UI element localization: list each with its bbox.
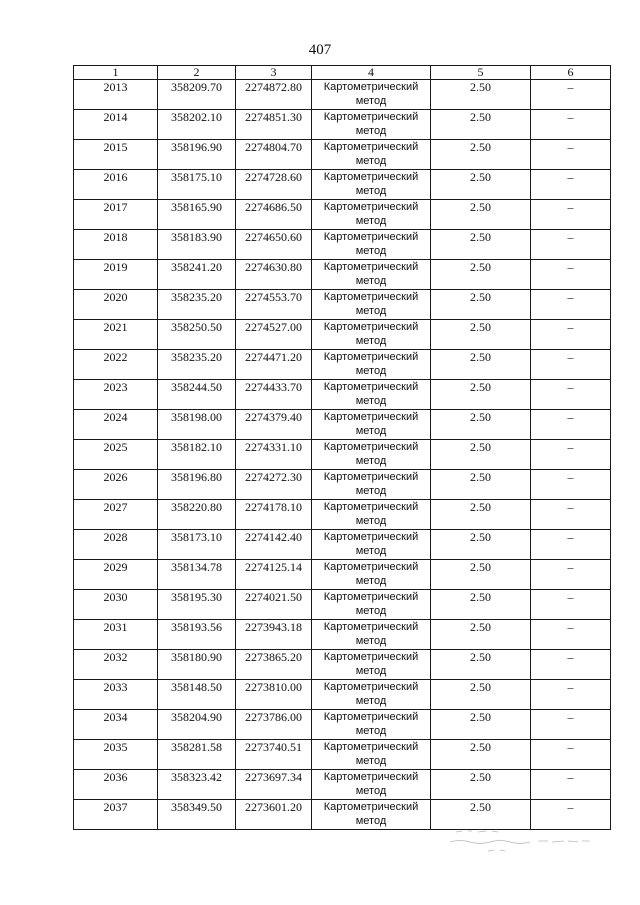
method-line-1: Картометрический: [323, 561, 419, 573]
method-cell: [312, 680, 431, 710]
point-number: 2016: [74, 170, 158, 200]
coordinate-y: 2274851.30: [236, 110, 312, 140]
note-dash: –: [531, 650, 611, 680]
point-number: 2030: [74, 590, 158, 620]
method-cell: [312, 470, 431, 500]
coordinate-x: 358220.80: [158, 500, 236, 530]
coordinate-x: 358349.50: [158, 800, 236, 830]
accuracy-value: 2.50: [431, 170, 531, 200]
coordinate-y: 2274553.70: [236, 290, 312, 320]
table-row: [74, 800, 611, 830]
coordinate-y: 2274331.10: [236, 440, 312, 470]
accuracy-value: 2.50: [431, 380, 531, 410]
accuracy-value: 2.50: [431, 470, 531, 500]
table-header: [74, 66, 611, 80]
table-row: [74, 530, 611, 560]
point-number: 2022: [74, 350, 158, 380]
coordinate-x: 358134.78: [158, 560, 236, 590]
method-cell: [312, 500, 431, 530]
note-dash: –: [531, 290, 611, 320]
point-number: 2023: [74, 380, 158, 410]
note-dash: –: [531, 320, 611, 350]
point-number: 2026: [74, 470, 158, 500]
note-dash: –: [531, 230, 611, 260]
table-row: [74, 200, 611, 230]
note-dash: –: [531, 470, 611, 500]
table-row: [74, 500, 611, 530]
note-dash: –: [531, 680, 611, 710]
accuracy-value: 2.50: [431, 530, 531, 560]
accuracy-value: 2.50: [431, 410, 531, 440]
coordinate-y: 2273740.51: [236, 740, 312, 770]
coordinate-y: 2273697.34: [236, 770, 312, 800]
method-line-1: Картометрический: [323, 471, 419, 483]
method-line-1: Картометрический: [323, 501, 419, 513]
coordinate-x: 358209.70: [158, 80, 236, 110]
accuracy-value: 2.50: [431, 710, 531, 740]
method-cell: [312, 320, 431, 350]
method-line-2: метод: [355, 95, 387, 107]
method-cell: [312, 170, 431, 200]
coordinate-y: 2273810.00: [236, 680, 312, 710]
method-line-2: метод: [355, 725, 387, 737]
faint-stamp-marks: [448, 826, 598, 856]
coordinate-y: 2274630.80: [236, 260, 312, 290]
method-cell: [312, 110, 431, 140]
method-line-2: метод: [355, 335, 387, 347]
method-line-1: Картометрический: [323, 411, 419, 423]
method-line-1: Картометрический: [323, 321, 419, 333]
method-line-1: Картометрический: [323, 651, 419, 663]
table-row: [74, 170, 611, 200]
method-line-2: метод: [355, 635, 387, 647]
header-col-4: 4: [312, 66, 431, 80]
method-cell: [312, 80, 431, 110]
note-dash: –: [531, 170, 611, 200]
method-line-2: метод: [355, 275, 387, 287]
coordinate-y: 2274125.14: [236, 560, 312, 590]
note-dash: –: [531, 440, 611, 470]
coordinate-y: 2274379.40: [236, 410, 312, 440]
point-number: 2025: [74, 440, 158, 470]
coordinate-x: 358182.10: [158, 440, 236, 470]
table-row: [74, 320, 611, 350]
note-dash: –: [531, 800, 611, 830]
note-dash: –: [531, 110, 611, 140]
method-line-2: метод: [355, 485, 387, 497]
point-number: 2031: [74, 620, 158, 650]
point-number: 2033: [74, 680, 158, 710]
method-cell: [312, 530, 431, 560]
header-row: [74, 66, 611, 80]
method-cell: [312, 560, 431, 590]
point-number: 2020: [74, 290, 158, 320]
method-cell: [312, 710, 431, 740]
coordinate-y: 2273786.00: [236, 710, 312, 740]
table-row: [74, 140, 611, 170]
method-line-1: Картометрический: [323, 591, 419, 603]
table-row: [74, 410, 611, 440]
coordinate-y: 2274471.20: [236, 350, 312, 380]
coordinate-x: 358235.20: [158, 350, 236, 380]
method-line-2: метод: [355, 245, 387, 257]
coordinate-x: 358244.50: [158, 380, 236, 410]
point-number: 2019: [74, 260, 158, 290]
coordinate-x: 358250.50: [158, 320, 236, 350]
point-number: 2018: [74, 230, 158, 260]
note-dash: –: [531, 530, 611, 560]
table-row: [74, 710, 611, 740]
method-line-1: Картометрический: [323, 681, 419, 693]
coordinate-y: 2274804.70: [236, 140, 312, 170]
note-dash: –: [531, 80, 611, 110]
table-row: [74, 620, 611, 650]
coordinate-y: 2274650.60: [236, 230, 312, 260]
accuracy-value: 2.50: [431, 770, 531, 800]
point-number: 2036: [74, 770, 158, 800]
method-line-2: метод: [355, 545, 387, 557]
table-row: [74, 740, 611, 770]
point-number: 2024: [74, 410, 158, 440]
note-dash: –: [531, 740, 611, 770]
coordinate-y: 2274728.60: [236, 170, 312, 200]
accuracy-value: 2.50: [431, 80, 531, 110]
method-cell: [312, 290, 431, 320]
method-line-1: Картометрический: [323, 231, 419, 243]
accuracy-value: 2.50: [431, 800, 531, 830]
method-cell: [312, 410, 431, 440]
method-line-2: метод: [355, 575, 387, 587]
method-cell: [312, 770, 431, 800]
table-row: [74, 290, 611, 320]
method-cell: [312, 140, 431, 170]
coordinate-x: 358175.10: [158, 170, 236, 200]
coordinate-x: 358204.90: [158, 710, 236, 740]
coordinate-x: 358148.50: [158, 680, 236, 710]
point-number: 2014: [74, 110, 158, 140]
accuracy-value: 2.50: [431, 620, 531, 650]
point-number: 2021: [74, 320, 158, 350]
accuracy-value: 2.50: [431, 320, 531, 350]
method-line-1: Картометрический: [323, 711, 419, 723]
method-cell: [312, 230, 431, 260]
header-col-2: 2: [158, 66, 236, 80]
method-line-2: метод: [355, 215, 387, 227]
table-row: [74, 380, 611, 410]
method-line-1: Картометрический: [323, 801, 419, 813]
note-dash: –: [531, 500, 611, 530]
coordinate-x: 358180.90: [158, 650, 236, 680]
table-row: [74, 680, 611, 710]
table-row: [74, 560, 611, 590]
method-line-1: Картометрический: [323, 261, 419, 273]
accuracy-value: 2.50: [431, 740, 531, 770]
coordinate-x: 358193.56: [158, 620, 236, 650]
method-cell: [312, 380, 431, 410]
coordinate-y: 2274021.50: [236, 590, 312, 620]
method-line-2: метод: [355, 695, 387, 707]
method-line-1: Картометрический: [323, 531, 419, 543]
method-line-2: метод: [355, 425, 387, 437]
header-col-6: 6: [531, 66, 611, 80]
method-line-2: метод: [355, 605, 387, 617]
note-dash: –: [531, 560, 611, 590]
method-cell: [312, 350, 431, 380]
method-cell: [312, 200, 431, 230]
point-number: 2013: [74, 80, 158, 110]
coordinate-x: 358196.80: [158, 470, 236, 500]
point-number: 2028: [74, 530, 158, 560]
coordinate-x: 358195.30: [158, 590, 236, 620]
coordinates-table: [73, 65, 611, 830]
coordinate-y: 2274178.10: [236, 500, 312, 530]
method-line-2: метод: [355, 365, 387, 377]
coordinate-x: 358196.90: [158, 140, 236, 170]
method-line-1: Картометрический: [323, 141, 419, 153]
method-line-1: Картометрический: [323, 291, 419, 303]
table-body: [74, 80, 611, 830]
accuracy-value: 2.50: [431, 200, 531, 230]
page-number: 407: [308, 42, 332, 58]
accuracy-value: 2.50: [431, 650, 531, 680]
table-row: [74, 350, 611, 380]
note-dash: –: [531, 590, 611, 620]
accuracy-value: 2.50: [431, 230, 531, 260]
method-line-2: метод: [355, 125, 387, 137]
method-line-1: Картометрический: [323, 381, 419, 393]
method-line-1: Картометрический: [323, 741, 419, 753]
coordinate-x: 358235.20: [158, 290, 236, 320]
accuracy-value: 2.50: [431, 350, 531, 380]
header-col-3: 3: [236, 66, 312, 80]
method-line-2: метод: [355, 665, 387, 677]
accuracy-value: 2.50: [431, 560, 531, 590]
point-number: 2035: [74, 740, 158, 770]
point-number: 2029: [74, 560, 158, 590]
method-cell: [312, 650, 431, 680]
table-row: [74, 80, 611, 110]
note-dash: –: [531, 380, 611, 410]
method-line-1: Картометрический: [323, 441, 419, 453]
coordinate-y: 2274686.50: [236, 200, 312, 230]
method-line-2: метод: [355, 305, 387, 317]
note-dash: –: [531, 410, 611, 440]
table-row: [74, 770, 611, 800]
header-col-1: 1: [74, 66, 158, 80]
note-dash: –: [531, 770, 611, 800]
coordinate-y: 2274433.70: [236, 380, 312, 410]
coordinate-y: 2273601.20: [236, 800, 312, 830]
table-row: [74, 230, 611, 260]
accuracy-value: 2.50: [431, 590, 531, 620]
coordinate-y: 2273943.18: [236, 620, 312, 650]
method-cell: [312, 590, 431, 620]
method-line-2: метод: [355, 785, 387, 797]
coordinate-x: 358165.90: [158, 200, 236, 230]
point-number: 2034: [74, 710, 158, 740]
table-row: [74, 470, 611, 500]
point-number: 2037: [74, 800, 158, 830]
method-line-1: Картометрический: [323, 171, 419, 183]
point-number: 2015: [74, 140, 158, 170]
method-line-1: Картометрический: [323, 111, 419, 123]
method-line-1: Картометрический: [323, 621, 419, 633]
coordinate-x: 358198.00: [158, 410, 236, 440]
method-line-1: Картометрический: [323, 771, 419, 783]
coordinate-x: 358281.58: [158, 740, 236, 770]
coordinate-y: 2274527.00: [236, 320, 312, 350]
method-line-1: Картометрический: [323, 351, 419, 363]
accuracy-value: 2.50: [431, 500, 531, 530]
point-number: 2032: [74, 650, 158, 680]
note-dash: –: [531, 620, 611, 650]
coordinate-y: 2274872.80: [236, 80, 312, 110]
table-row: [74, 440, 611, 470]
note-dash: –: [531, 140, 611, 170]
note-dash: –: [531, 200, 611, 230]
table-row: [74, 110, 611, 140]
point-number: 2017: [74, 200, 158, 230]
coordinate-x: 358202.10: [158, 110, 236, 140]
accuracy-value: 2.50: [431, 290, 531, 320]
method-line-2: метод: [355, 515, 387, 527]
coordinate-x: 358241.20: [158, 260, 236, 290]
method-line-2: метод: [355, 155, 387, 167]
note-dash: –: [531, 260, 611, 290]
method-line-1: Картометрический: [323, 201, 419, 213]
coordinate-x: 358323.42: [158, 770, 236, 800]
accuracy-value: 2.50: [431, 440, 531, 470]
method-cell: [312, 260, 431, 290]
note-dash: –: [531, 350, 611, 380]
table-row: [74, 650, 611, 680]
method-line-2: метод: [355, 755, 387, 767]
method-cell: [312, 440, 431, 470]
method-line-1: Картометрический: [323, 81, 419, 93]
method-line-2: метод: [355, 395, 387, 407]
method-line-2: метод: [355, 815, 387, 827]
table-row: [74, 590, 611, 620]
accuracy-value: 2.50: [431, 260, 531, 290]
accuracy-value: 2.50: [431, 680, 531, 710]
coordinate-x: 358173.10: [158, 530, 236, 560]
header-col-5: 5: [431, 66, 531, 80]
table-row: [74, 260, 611, 290]
method-cell: [312, 800, 431, 830]
method-cell: [312, 740, 431, 770]
coordinate-y: 2274272.30: [236, 470, 312, 500]
coordinate-x: 358183.90: [158, 230, 236, 260]
coordinate-y: 2274142.40: [236, 530, 312, 560]
method-line-2: метод: [355, 185, 387, 197]
accuracy-value: 2.50: [431, 110, 531, 140]
point-number: 2027: [74, 500, 158, 530]
coordinate-y: 2273865.20: [236, 650, 312, 680]
method-cell: [312, 620, 431, 650]
accuracy-value: 2.50: [431, 140, 531, 170]
note-dash: –: [531, 710, 611, 740]
method-line-2: метод: [355, 455, 387, 467]
